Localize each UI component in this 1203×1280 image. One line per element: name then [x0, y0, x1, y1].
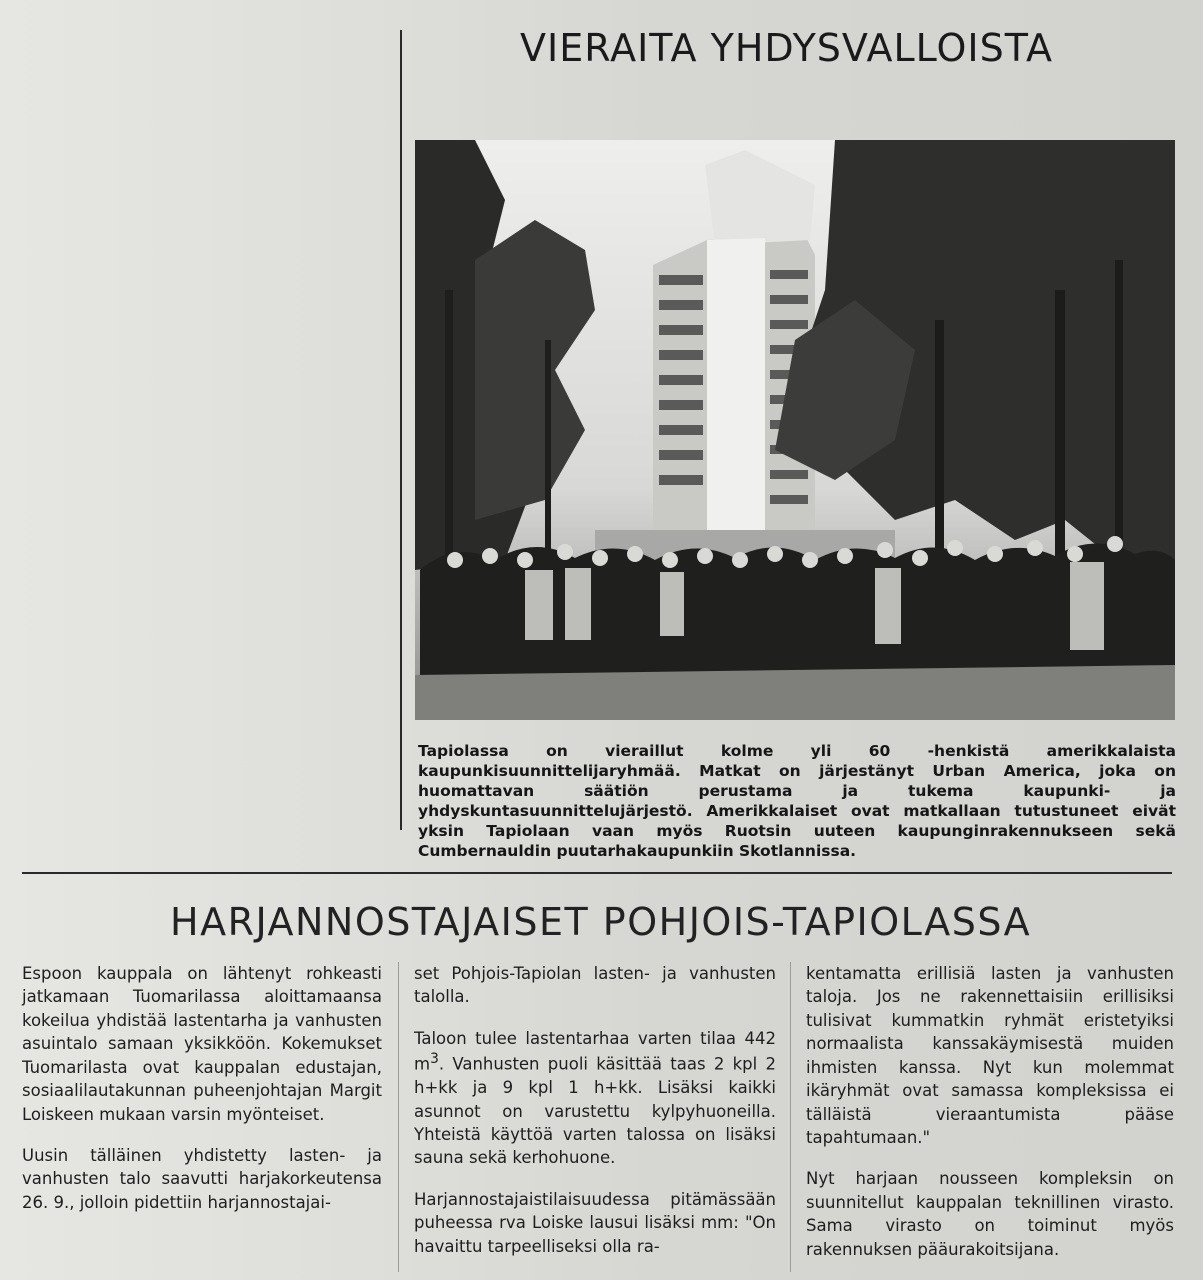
article-column-1	[22, 962, 382, 1232]
photo-illustration	[415, 140, 1175, 720]
paragraph: Nyt harjaan nousseen kompleksin on suunnitellut kauppalan teknillinen virasto. Sama virasto on toiminut myös rakennuksen pääurakoitsijana.	[806, 1169, 1174, 1259]
column-divider-vertical	[400, 30, 402, 830]
article-column-2	[414, 962, 776, 1276]
paragraph: set Pohjois-Tapiolan lasten- ja vanhusten talolla.	[414, 964, 776, 1007]
column-rule-1	[398, 962, 399, 1272]
photo-caption: Tapiolassa on vieraillut kolme yli 60 -henkistä amerikkalaista kaupunkisuunnittelijaryhmää. Matkat on järjestänyt Urban America, joka on huomattavan säätiön perustama ja tukema kaupunki- ja yhdyskuntasuunnittelujärjestö. Amerikkalaiset ovat matkallaan tutustuneet eivät yksin Tapiolaan vaan myös Ruotsin uuteen kaupunginrakennukseen sekä Cumbernauldin puutarhakaupunkiin Skotlannissa.	[418, 742, 1176, 860]
column-rule-2	[790, 962, 791, 1272]
paragraph: kentamatta erillisiä lasten ja vanhusten taloja. Jos ne rakennettaisiin erillisiksi tulisivat kummatkin ryhmät eristetyiksi normaalista kanssakäymisestä muiden ihmisten kanssa. Nyt kun molemmat ikäryhmät ovat samassa kompleksissa ei tälläistä vieraantumista pääse tapahtumaan."	[806, 964, 1174, 1147]
paragraph: Harjannostajaistilaisuudessa pitämässään puheessa rva Loiske lausui lisäksi mm: "On havaittu tarpeelliseksi olla ra-	[414, 1189, 776, 1256]
text-segment: Taloon tulee lastentarhaa varten tilaa 442 m	[414, 1028, 776, 1074]
paragraph	[414, 1027, 776, 1170]
article-column-3	[806, 962, 1174, 1279]
top-headline: VIERAITA YHDYSVALLOISTA	[520, 26, 1053, 70]
text-segment: . Vanhusten puoli käsittää taas 2 kpl 2 h+kk ja 9 kpl 1 h+kk. Lisäksi kaikki asunnot on varustettu kylpyhuoneilla. Yhteistä käyttöä varten talossa on lisäksi sauna sekä kerhohuone.	[414, 1054, 776, 1168]
superscript: 3	[430, 1051, 439, 1068]
group-photo	[415, 140, 1175, 720]
main-headline: HARJANNOSTAJAISET POHJOIS-TAPIOLASSA	[170, 900, 1032, 944]
paragraph: Uusin tälläinen yhdistetty lasten- ja vanhusten talo saavutti harjakorkeutensa 26. 9., jolloin pidettiin harjannostajai-	[22, 1145, 382, 1212]
section-divider	[22, 872, 1172, 874]
paragraph: Espoon kauppala on lähtenyt rohkeasti jatkamaan Tuomarilassa aloittamaansa kokeilua yhdistää lastentarha ja vanhusten asuintalo samaan yksikköön. Kokemukset Tuomarilasta ovat kauppalan edustajan, sosiaalilautakunnan puheenjohtajan Margit Loiskeen mukaan varsin myönteiset.	[22, 964, 382, 1124]
